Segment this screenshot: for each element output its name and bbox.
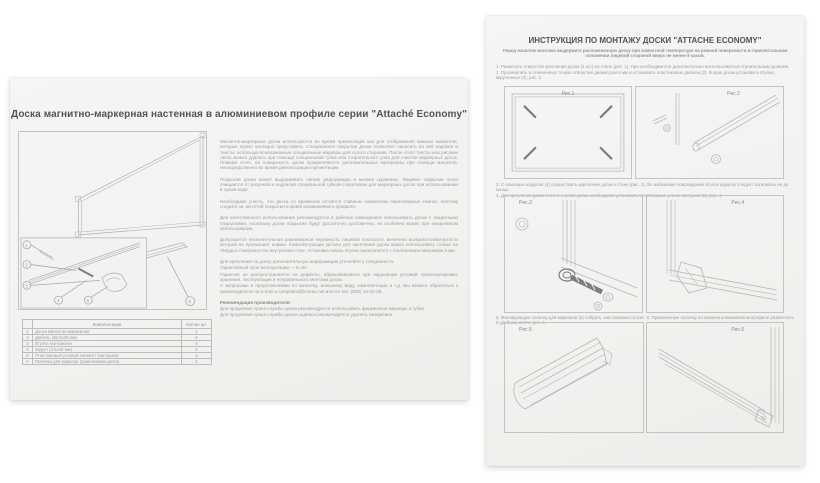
table-row: 4 Шуруп (3,5х30 мм) 4 bbox=[23, 347, 212, 353]
recommendation-title: Рекомендация производителя: bbox=[220, 299, 291, 305]
description-paragraph: Необходимо учесть, что доска со временем остаётся главным элементом переговорных комнат, поэтому следите за чистотой покрытия и краёв алюминиевого профиля. bbox=[220, 198, 458, 209]
svg-text:6: 6 bbox=[188, 299, 191, 305]
description-paragraph: Магнитно-маркерные доски используются во время презентаций как для отображения важных моментов, которые нужно наглядно представить. Специальное покрытие доски позволяет наносить на неё надписи и тексты, используя всевозможные специальные маркеры для сухого стирания. После этого тексты или рисунки легко можно удалить при помощи специальной губки или стирательного узла для очистки маркерных досок. Помимо этого, на поверхность доски прикрепляются дополнительные материалы при помощи магнитов, непосредственно во время демонстрации презентации. bbox=[220, 139, 458, 171]
description-column bbox=[220, 139, 458, 319]
step-line: 4. Для крепления доски к стене в углах доски необходимо установить пластиковые уголки-заглушки (5), рис. 4. bbox=[496, 193, 723, 198]
step-line: 5. Фиксирующую полочку для маркеров (6) собрать, как показано на рис. 5. Приклеенную полочку на нижнем алюминиевом профиле разместить в удобном месте, рис. 6. bbox=[496, 315, 794, 325]
svg-text:3: 3 bbox=[25, 283, 28, 289]
figure-5 bbox=[504, 322, 644, 433]
step-line: 3. С помощью шурупов (4) осуществить крепление доски к стене (рис. 3). Во избежание повреждения втулок шурупы следует затягивать не до конца. bbox=[496, 182, 789, 192]
figure-3-label: Рис.3 bbox=[519, 200, 532, 206]
parts-inset bbox=[21, 238, 147, 308]
figure-4 bbox=[646, 195, 784, 313]
figure-2-label: Рис.2 bbox=[727, 91, 740, 97]
step-line: 1. Разметить отверстия крепления доски (4 шт.) на стене (рис. 1). При необходимости дополнительно воспользоваться строительным уровнем. bbox=[496, 64, 790, 69]
right-page-title: ИНСТРУКЦИЯ ПО МОНТАЖУ ДОСКИ "ATTACHE ECONOMY" bbox=[528, 36, 762, 45]
figure-6 bbox=[646, 322, 784, 433]
table-row: 1 Доска магнитно-маркерная 1 bbox=[23, 329, 212, 335]
table-header-row bbox=[23, 320, 212, 329]
figure-1 bbox=[504, 86, 632, 179]
mounting-subtitle: Перед началом монтажа выдержите распакованную доску при комнатной температуре на ровной поверхности в горизонтальном положении лицевой стороной вверх не менее 8 часов. bbox=[502, 48, 788, 58]
contact-paragraph: С вопросами и предложениями по качеству, внешнему виду, комплектации и т.д. Вы можете обратиться к производителю на e-mail a.complaint@bureau.net или по тел. (800) 13-03-26. bbox=[220, 283, 458, 294]
header-num bbox=[23, 320, 33, 329]
table-row: 2 Дюбель (d5,5х30 мм) 4 bbox=[23, 335, 212, 341]
left-page-title: Доска магнитно-маркерная настенная в алюминиевом профиле серии "Attaché Economy" bbox=[10, 109, 468, 120]
description-line: Для крепления на доску дополнительную информацию уточняйте у специалиста. bbox=[220, 259, 395, 265]
header-name: Комплектация bbox=[33, 320, 182, 329]
figure-4-drawing bbox=[647, 196, 783, 312]
header-qty: Кол-во шт. bbox=[182, 320, 212, 329]
figure-5-label: Рис.5 bbox=[519, 327, 532, 333]
figure-1-drawing bbox=[505, 87, 631, 178]
step-line: 2. Просверлить в отмеченных точках отверстия диаметром 6 мм и установить пластиковые дюбели (2). В края доски установить втулки, вкрученные (3), рис. 2. bbox=[496, 70, 775, 80]
left-description-page bbox=[10, 78, 468, 400]
description-paragraph: Допускается незначительная равномерная неровность лицевой плоскости, величина выпуклости/вогнутости которой не превышает нормы. Комплектующие детали для крепления доски важно использовать только на твёрдых поверхностях внутренних стен. Установка сквозь втулки выполняется с отклонением максимум 3 мм. bbox=[220, 237, 458, 253]
svg-text:1: 1 bbox=[25, 242, 28, 248]
figure-4-label: Рис.4 bbox=[731, 200, 745, 206]
board-diagram bbox=[18, 131, 207, 310]
figure-2 bbox=[635, 86, 784, 179]
svg-text:5: 5 bbox=[86, 298, 90, 304]
table-row: 3 Втулка монтажная 4 bbox=[23, 341, 212, 347]
svg-text:2: 2 bbox=[25, 262, 28, 268]
figure-5-drawing bbox=[505, 323, 643, 432]
warranty-paragraph: Гарантия не распространяется на дефекты, образовавшиеся при нарушении условий транспортировки, хранения, эксплуатации и неправильного монтажа доски. bbox=[220, 271, 458, 282]
table-row: 5 Пластиковый угловой элемент (заглушка) 4 bbox=[23, 353, 212, 359]
right-mounting-instruction-page bbox=[486, 16, 804, 466]
components-table bbox=[22, 319, 212, 365]
board-perspective-drawing bbox=[19, 132, 206, 309]
figure-6-drawing bbox=[647, 323, 783, 432]
figure-3-drawing bbox=[505, 196, 642, 312]
recommendation-line: Для продления срока службы доски надписи рекомендуется удалять ежедневно. bbox=[220, 312, 394, 318]
figure-2-drawing bbox=[636, 87, 783, 178]
mounting-steps-1-2 bbox=[496, 64, 794, 81]
description-paragraph: Для качественного использования рекомендуется в рабочих помещениях использовать доски с защитными покрытиями, поскольку доски покрытия будут достаточно долговечны, но особенно важно при ежедневном использовании. bbox=[220, 215, 458, 231]
description-paragraph: Покрытие доски может выдерживать лёгкие деформации и мелкие царапины. Лицевое покрытие легко очищается от рисунков и надписей специальной губкой-стирателем для маркерных досок при использовании в сухом виде. bbox=[220, 176, 458, 193]
figure-1-label: Рис.1 bbox=[561, 91, 575, 97]
recommendation-line: Для продления срока службы доски рекомендуется использовать фирменные маркеры и губки. bbox=[220, 306, 425, 312]
figure-3 bbox=[504, 195, 643, 313]
figure-6-label: Рис.6 bbox=[731, 327, 745, 333]
table-row: 6 Полочка для маркера (приклеивающаяся) 1 bbox=[23, 359, 212, 365]
svg-text:4: 4 bbox=[56, 298, 60, 304]
warranty-line: Гарантийный срок эксплуатации — 5 лет. bbox=[220, 265, 308, 271]
